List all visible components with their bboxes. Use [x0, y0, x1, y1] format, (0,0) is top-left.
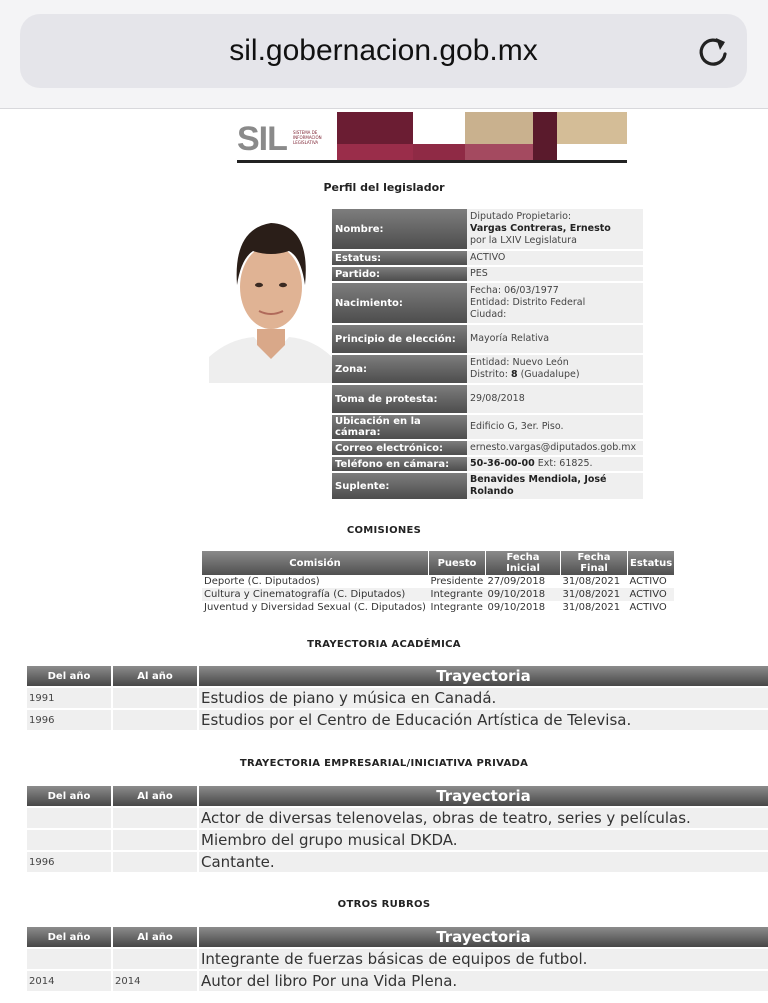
birth-value [467, 283, 643, 323]
logo-block-5 [465, 144, 533, 160]
substitute-name: Benavides Mendiola, José Rolando [470, 474, 607, 497]
table-row [202, 601, 674, 614]
table-cell: 31/08/2021 [562, 602, 621, 613]
browser-toolbar [0, 0, 768, 109]
table-cell [112, 948, 198, 970]
district-number: 8 [510, 369, 518, 380]
empresarial-header-row [27, 786, 768, 807]
logo-block-2 [337, 144, 413, 160]
sil-logo-subtitle: SISTEMA DE INFORMACIÓN LEGISLATIVA [293, 130, 322, 145]
table-cell: Cantante. [198, 851, 768, 872]
profile-row [332, 415, 643, 439]
table-cell [112, 807, 198, 829]
phone-value [467, 457, 643, 471]
profile-row [332, 251, 643, 265]
commission-link[interactable]: Juventud y Diversidad Sexual (C. Diputados) [204, 602, 426, 613]
table-row [27, 807, 768, 829]
profile-label: Principio de elección: [332, 325, 467, 353]
email-link[interactable]: ernesto.vargas@diputados.gob.mx [467, 441, 643, 455]
profile-row [332, 283, 643, 323]
district-label: Distrito: [470, 369, 511, 380]
table-row [27, 709, 768, 730]
table-cell: ACTIVO [628, 588, 675, 601]
table-cell: 1996 [27, 709, 112, 730]
profile-label: Partido: [332, 267, 467, 281]
column-header: Al año [112, 786, 198, 807]
empresarial-table [27, 786, 768, 872]
profile-row [332, 385, 643, 413]
profile-label: Toma de protesta: [332, 385, 467, 413]
academica-table [27, 666, 768, 730]
table-row [27, 970, 768, 991]
table-cell [27, 948, 112, 970]
table-cell: 31/08/2021 [561, 588, 628, 601]
table-cell [27, 829, 112, 851]
location-value: Edificio G, 3er. Piso. [467, 415, 643, 439]
table-cell: ACTIVO [629, 576, 667, 587]
table-cell: 2014 [27, 970, 112, 991]
logo-block-7 [557, 112, 627, 144]
name-prefix: Diputado Propietario: [470, 211, 572, 222]
profile-label: Suplente: [332, 473, 467, 499]
reload-icon[interactable] [694, 32, 732, 70]
table-cell: Miembro del grupo musical DKDA. [198, 829, 768, 851]
commission-link[interactable]: Cultura y Cinematografía (C. Diputados) [202, 588, 429, 601]
status-value: ACTIVO [467, 251, 643, 265]
table-cell [112, 829, 198, 851]
table-row [27, 687, 768, 709]
party-value: PES [467, 267, 643, 281]
table-cell: 1991 [27, 687, 112, 709]
legislator-photo [209, 207, 332, 383]
table-cell [112, 709, 198, 730]
table-row [27, 948, 768, 970]
column-header: Trayectoria [198, 666, 768, 687]
table-cell: 09/10/2018 [487, 602, 546, 613]
phone-number: 50-36-00-00 [470, 458, 535, 469]
profile-row [332, 457, 643, 471]
election-value: Mayoría Relativa [467, 325, 643, 353]
table-cell: Integrante [429, 588, 486, 601]
birth-date: Fecha: 06/03/1977 [470, 285, 559, 296]
otros-header-row [27, 927, 768, 948]
profile-row [332, 355, 643, 383]
profile-table [332, 207, 643, 501]
logo-block-3 [413, 144, 465, 160]
table-cell: Autor del libro Por una Vida Plena. [198, 970, 768, 991]
logo-underline [237, 160, 627, 163]
oath-date-value: 29/08/2018 [467, 385, 643, 413]
table-cell [27, 807, 112, 829]
table-cell: Actor de diversas telenovelas, obras de teatro, series y películas. [198, 807, 768, 829]
column-header: Fecha Inicial [486, 551, 561, 575]
column-header: Al año [112, 666, 198, 687]
profile-label: Estatus: [332, 251, 467, 265]
substitute-value [467, 473, 643, 499]
profile-label: Correo electrónico: [332, 441, 467, 455]
table-cell [112, 851, 198, 872]
profile-row [332, 473, 643, 499]
academica-title: TRAYECTORIA ACADÉMICA [307, 639, 461, 650]
page-title: Perfil del legislador [323, 181, 445, 194]
column-header: Del año [27, 786, 112, 807]
phone-ext: Ext: 61825. [534, 458, 593, 469]
profile-label: Zona: [332, 355, 467, 383]
table-cell: Integrante [430, 602, 483, 613]
profile-row [332, 267, 643, 281]
profile-row [332, 441, 643, 455]
table-cell: 1996 [27, 851, 112, 872]
table-cell [112, 687, 198, 709]
table-row [27, 829, 768, 851]
column-header: Estatus [628, 551, 675, 575]
profile-row [332, 325, 643, 353]
column-header: Trayectoria [198, 927, 768, 948]
comisiones-title: COMISIONES [346, 525, 422, 536]
profile-label: Nombre: [332, 209, 467, 249]
table-cell: Estudios por el Centro de Educación Artística de Televisa. [198, 709, 768, 730]
table-row [202, 588, 674, 601]
column-header: Fecha Final [561, 551, 628, 575]
address-bar[interactable] [20, 14, 747, 88]
table-cell: 2014 [112, 970, 198, 991]
legislature: por la LXIV Legislatura [470, 235, 577, 246]
table-cell: 09/10/2018 [486, 588, 561, 601]
table-cell: Integrante de fuerzas básicas de equipos de futbol. [198, 948, 768, 970]
profile-value [467, 209, 643, 249]
comisiones-table [202, 551, 674, 614]
birth-city: Ciudad: [470, 309, 507, 320]
table-row [27, 851, 768, 872]
otros-title: OTROS RUBROS [337, 899, 431, 910]
empresarial-title: TRAYECTORIA EMPRESARIAL/INICIATIVA PRIVADA [239, 758, 529, 769]
column-header: Al año [112, 927, 198, 948]
logo-block-1 [337, 112, 413, 144]
table-cell: Presidente [430, 576, 484, 587]
table-row [202, 575, 674, 588]
comisiones-header-row [202, 551, 674, 575]
sil-wordmark: SIL [237, 120, 287, 158]
district-city: (Guadalupe) [517, 369, 580, 380]
column-header: Del año [27, 666, 112, 687]
table-cell: 31/08/2021 [562, 576, 621, 587]
zone-value [467, 355, 643, 383]
profile-label: Nacimiento: [332, 283, 467, 323]
logo-block-6 [533, 112, 557, 160]
column-header: Comisión [202, 551, 429, 575]
table-cell: 27/09/2018 [487, 576, 546, 587]
academica-header-row [27, 666, 768, 687]
url-text[interactable]: sil.gobernacion.gob.mx [229, 34, 538, 67]
profile-label: Ubicación en la cámara: [332, 415, 467, 439]
profile-row [332, 209, 643, 249]
profile-label: Teléfono en cámara: [332, 457, 467, 471]
birth-entity: Entidad: Distrito Federal [470, 297, 586, 308]
otros-table [27, 927, 768, 991]
table-cell: ACTIVO [629, 602, 667, 613]
sil-logo [237, 112, 627, 164]
legislator-name: Vargas Contreras, Ernesto [470, 223, 611, 234]
column-header: Trayectoria [198, 786, 768, 807]
column-header: Del año [27, 927, 112, 948]
table-cell: Estudios de piano y música en Canadá. [198, 687, 768, 709]
commission-link[interactable]: Deporte (C. Diputados) [204, 576, 320, 587]
zone-entity: Entidad: Nuevo León [470, 357, 569, 368]
column-header: Puesto [429, 551, 486, 575]
